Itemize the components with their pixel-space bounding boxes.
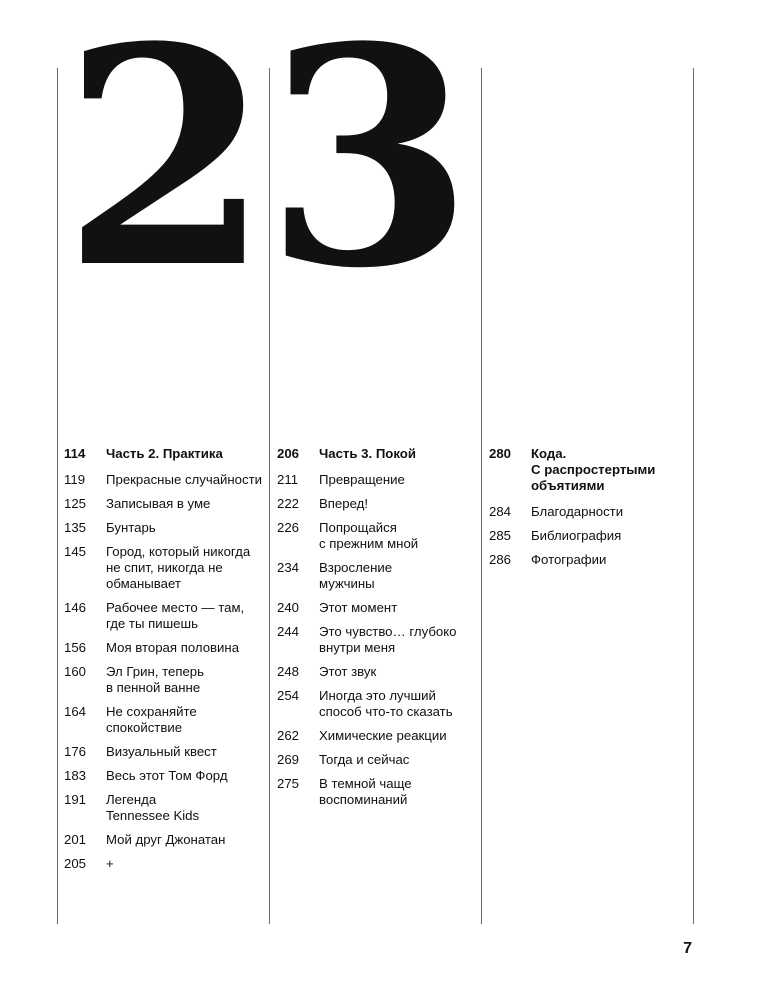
toc-entry[interactable] — [489, 552, 689, 568]
toc-entry-title: Прекрасные случайности — [106, 472, 263, 487]
toc-page-number: 285 — [489, 528, 512, 543]
toc-entry[interactable] — [64, 768, 266, 784]
toc-entry[interactable] — [64, 496, 266, 512]
toc-page-number: 201 — [64, 832, 87, 847]
toc-entry-title: Благодарности — [531, 504, 624, 519]
toc-entry-title: Химические реакции — [319, 728, 447, 743]
page-number: 7 — [683, 940, 692, 957]
toc-entry[interactable] — [277, 688, 479, 720]
toc-entry-title: Фотографии — [531, 552, 607, 567]
toc-page-number: 248 — [277, 664, 300, 679]
toc-entry[interactable] — [64, 792, 266, 824]
toc-entry[interactable] — [64, 520, 266, 536]
toc-entry[interactable] — [277, 752, 479, 768]
toc-entry-title: Моя вторая половина — [106, 640, 240, 655]
toc-entry-title: Это чувство… глубоко внутри меня — [319, 624, 457, 655]
toc-page-number: 191 — [64, 792, 87, 807]
toc-column-coda — [489, 446, 689, 576]
toc-entry[interactable] — [277, 624, 479, 656]
toc-entry[interactable] — [277, 520, 479, 552]
toc-page-number: 135 — [64, 520, 87, 535]
toc-entry-title: Город, который никогда не спит, никогда не обманывает — [106, 544, 251, 591]
toc-entry-title: Кода. С распростертыми объятиями — [531, 446, 656, 493]
toc-entry-title: + — [106, 856, 114, 871]
toc-page-number: 145 — [64, 544, 87, 559]
toc-entry-title: Не сохраняйте спокойствие — [106, 704, 197, 735]
toc-entry-title: Иногда это лучший способ что-то сказать — [319, 688, 453, 719]
toc-page-number: 240 — [277, 600, 300, 615]
toc-page-number: 114 — [64, 446, 86, 461]
toc-entry[interactable] — [277, 472, 479, 488]
toc-entry-title: Библиография — [531, 528, 622, 543]
toc-entry-title: Визуальный квест — [106, 744, 217, 759]
toc-page-number: 206 — [277, 446, 300, 461]
toc-page-number: 156 — [64, 640, 87, 655]
column-rule-4 — [693, 68, 694, 924]
toc-entry-title: В темной чаще воспоминаний — [319, 776, 412, 807]
chapter-numeral: 23 — [62, 0, 468, 334]
toc-page-number: 119 — [64, 472, 86, 487]
toc-entry[interactable] — [277, 496, 479, 512]
toc-entry[interactable] — [489, 504, 689, 520]
toc-entry[interactable] — [64, 544, 266, 592]
toc-entry[interactable] — [489, 528, 689, 544]
toc-entry[interactable] — [64, 472, 266, 488]
toc-entry-title: Весь этот Том Форд — [106, 768, 228, 783]
toc-page-number: 164 — [64, 704, 87, 719]
toc-page-number: 275 — [277, 776, 300, 791]
toc-entry-title: Превращение — [319, 472, 405, 487]
toc-entry[interactable] — [277, 560, 479, 592]
toc-entry[interactable] — [64, 664, 266, 696]
toc-entry-title: Рабочее место — там, где ты пишешь — [106, 600, 245, 631]
toc-page-number: 160 — [64, 664, 87, 679]
toc-page-number: 262 — [277, 728, 300, 743]
column-rule-1 — [57, 68, 58, 924]
toc-section-heading[interactable] — [277, 446, 479, 462]
toc-page-number: 280 — [489, 446, 512, 461]
toc-entry[interactable] — [277, 728, 479, 744]
toc-entry-title: Записывая в уме — [106, 496, 211, 511]
toc-page-number: 226 — [277, 520, 300, 535]
toc-page-number: 244 — [277, 624, 300, 639]
toc-entry-title: Тогда и сейчас — [319, 752, 410, 767]
toc-entry-title: Часть 2. Практика — [106, 446, 223, 461]
toc-entry-title: Вперед! — [319, 496, 369, 511]
toc-entry-title: Эл Грин, теперь в пенной ванне — [106, 664, 205, 695]
toc-page-number: 125 — [64, 496, 87, 511]
toc-entry-title: Этот звук — [319, 664, 377, 679]
toc-page-number: 222 — [277, 496, 300, 511]
toc-entry-title: Попрощайся с прежним мной — [319, 520, 419, 551]
toc-entry-title: Взросление мужчины — [319, 560, 393, 591]
toc-entry-title: Легенда Tennessee Kids — [106, 792, 200, 823]
toc-entry[interactable] — [277, 600, 479, 616]
toc-entry-title: Бунтарь — [106, 520, 156, 535]
toc-page-number: 269 — [277, 752, 300, 767]
toc-entry-title: Часть 3. Покой — [319, 446, 416, 461]
toc-entry[interactable] — [277, 776, 479, 808]
toc-entry[interactable] — [64, 600, 266, 632]
toc-entry[interactable] — [64, 744, 266, 760]
toc-page-number: 176 — [64, 744, 87, 759]
toc-column-part-3 — [277, 446, 479, 816]
column-rule-3 — [481, 68, 482, 924]
toc-entry[interactable] — [64, 640, 266, 656]
toc-page-number: 211 — [277, 472, 299, 487]
toc-page-number: 254 — [277, 688, 300, 703]
toc-entry[interactable] — [64, 704, 266, 736]
toc-page-number: 234 — [277, 560, 300, 575]
toc-entry[interactable] — [64, 856, 266, 872]
toc-section-heading[interactable] — [489, 446, 689, 494]
toc-section-heading[interactable] — [64, 446, 266, 462]
toc-entry-title: Мой друг Джонатан — [106, 832, 226, 847]
toc-page-number: 286 — [489, 552, 512, 567]
toc-page-number: 183 — [64, 768, 87, 783]
toc-page-number: 284 — [489, 504, 512, 519]
toc-entry[interactable] — [64, 832, 266, 848]
toc-entry[interactable] — [277, 664, 479, 680]
toc-entry-title: Этот момент — [319, 600, 398, 615]
toc-page-number: 205 — [64, 856, 87, 871]
toc-page-number: 146 — [64, 600, 87, 615]
toc-column-part-2 — [64, 446, 266, 880]
